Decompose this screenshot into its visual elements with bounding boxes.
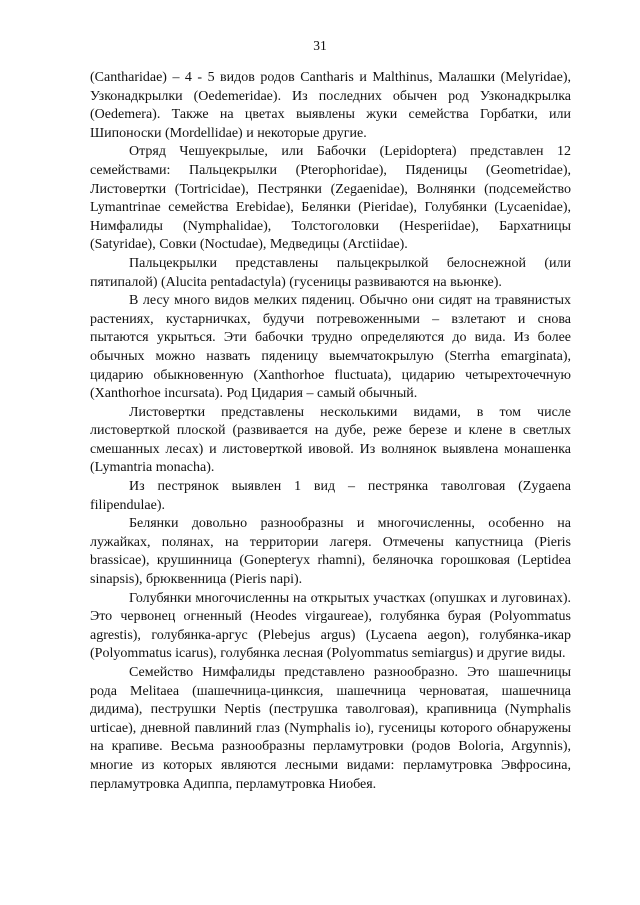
paragraph-zygaenidae: Из пестрянок выявлен 1 вид – пестрянка таволговая (Zygaena filipendulae). <box>90 479 571 513</box>
page-number: 31 <box>313 38 327 53</box>
paragraph-cantharidae-continuation: (Cantharidae) – 4 - 5 видов родов Cantharis и Malthinus, Малашки (Melyridae), Узконадкрылки (Oedemeridae). Из последних обычен род Узконадкрылка (Oedemera). Также на цветах выявлены жуки семейства Горбатки, или Шипоноски (Mordellidae) и некоторые другие. <box>90 70 571 141</box>
paragraph-tortricidae: Листовертки представлены несколькими видами, в том числе листоверткой плоской (развивается на дубе, реже березе и клене в светлых смешанных лесах) и листоверткой ивовой. Из волнянок выявлена монашенка (Lymantria monacha). <box>90 404 571 476</box>
paragraph-geometridae: В лесу много видов мелких пядениц. Обычно они сидят на травянистых растениях, кустарничках, будучи потревоженными – взлетают и снова пытаются укрыться. Эти бабочки трудно определяются до вида. Из более обычных можно назвать пяденицу выемчатокрылую (Sterrha emarginata), цидарию обыкновенную (Xanthorhoe fluctuata), цидарию четырехточечную (Xanthorhoe incursata). Род Цидария – самый обычный. <box>90 293 571 402</box>
paragraph-pterophoridae: Пальцекрылки представлены пальцекрылкой белоснежной (или пятипалой) (Alucita pentadactyla) (гусеницы развиваются на вьюнке). <box>90 255 571 290</box>
paragraph-lepidoptera-families: Отряд Чешуекрылые, или Бабочки (Lepidoptera) представлен 12 семействами: Пальцекрылки (Pterophoridae), Пяденицы (Geometridae), Листовертки (Tortricidae), Пестрянки (Zegaenidae), Волнянки (подсемейство Lymantrinae семейства Erebidae), Белянки (Pieridae), Голубянки (Lycaenidae), Нимфалиды (Nymphalidae), Толстоголовки (Hesperiidae), Бархатницы (Satyridae), Совки (Noctudae), Медведицы (Arctiidae). <box>90 144 571 253</box>
paragraph-pieridae: Белянки довольно разнообразны и многочисленны, особенно на лужайках, полянах, на территории лагеря. Отмечены капустница (Pieris brassicae), крушинница (Gonepteryx rhamni), беляночка горошковая (Leptidea sinapsis), брюквенница (Pieris napi). <box>90 516 571 588</box>
paragraph-nymphalidae: Семейство Нимфалиды представлено разнообразно. Это шашечницы рода Melitaea (шашечница-цинксия, шашечница черноватая, шашечница дидима), пеструшки Neptis (пеструшка таволговая), крапивница (Nymphalis urticae), дневной павлиний глаз (Nymphalis io), гусеницы которого обнаружены на крапиве. Весьма разнообразны перламутровки (родов Boloria, Argynnis), многие из которых являются лесными видами: перламутровка Эвфросина, перламутровка Адиппа, перламутровка Ниобея. <box>90 665 571 792</box>
body-text <box>90 69 571 794</box>
paragraph-lycaenidae: Голубянки многочисленны на открытых участках (опушках и луговинах). Это червонец огненный (Heodes virgaureae), голубянка бурая (Polyommatus agrestis), голубянка-аргус (Plebejus argus) (Lycaena aegon), голубянка-икар (Polyommatus icarus), голубянка лесная (Polyommatus semiargus) и другие виды. <box>90 590 571 662</box>
